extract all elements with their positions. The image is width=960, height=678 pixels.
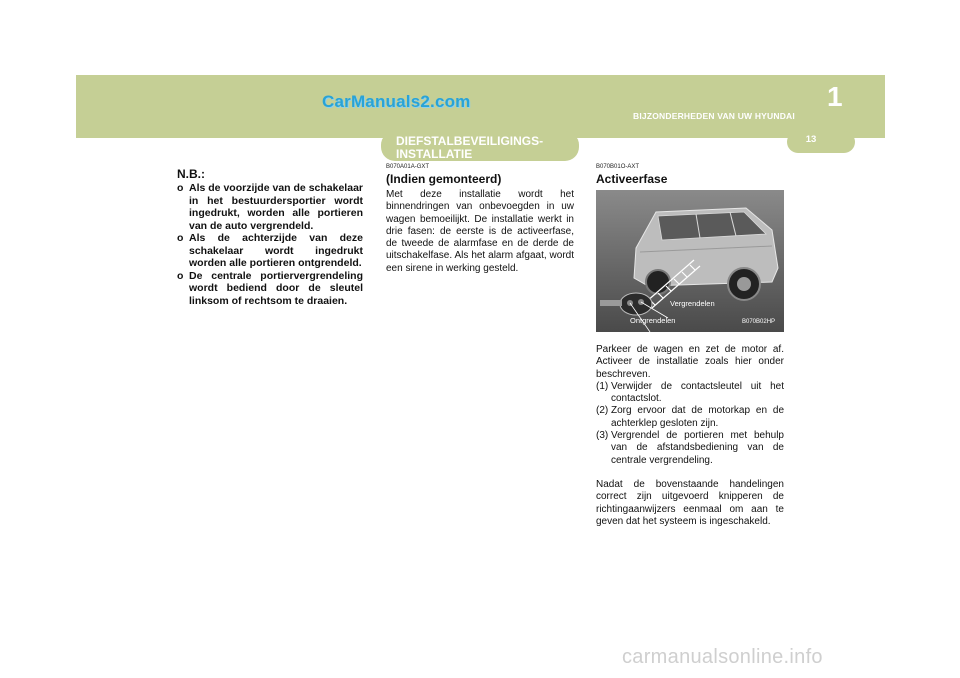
reference-code: B070A01A-GXT bbox=[386, 164, 430, 170]
chapter-number: 1 bbox=[827, 81, 843, 112]
bullet: o bbox=[177, 232, 184, 244]
reference-code: B070B01O-AXT bbox=[596, 164, 640, 170]
step-number: (1) bbox=[596, 380, 609, 392]
note-text: Als de voorzijde van de schakelaar in het bestuurdersportier wordt ingedrukt, worden alle portieren van de auto vergrendeld. bbox=[189, 182, 363, 232]
header-band bbox=[76, 75, 885, 138]
note-text: De centrale portiervergrendeling wordt bediend door de sleutel linksom of rechtsom te draaien. bbox=[189, 269, 363, 307]
unlock-label: Ontgrendelen bbox=[630, 316, 676, 325]
list-item bbox=[596, 430, 784, 467]
section-title: DIEFSTALBEVEILIGINGS- INSTALLATIE bbox=[396, 134, 544, 161]
note-list bbox=[177, 182, 363, 307]
chapter-title: BIJZONDERHEDEN VAN UW HYUNDAI bbox=[633, 111, 795, 121]
note-text: Als de achterzijde van deze schakelaar wordt ingedrukt worden alle portieren ontgrendeld. bbox=[189, 232, 363, 269]
note-label: N.B.: bbox=[177, 167, 205, 181]
bullet: o bbox=[177, 182, 184, 194]
activation-intro: Parkeer de wagen en zet de motor af. Activeer de installatie zoals hier onder beschreven. bbox=[596, 344, 784, 380]
list-item bbox=[177, 182, 363, 232]
bullet: o bbox=[177, 269, 184, 282]
note-column bbox=[177, 167, 363, 307]
intro-paragraph: Met deze installatie wordt het binnendringen van onbevoegden in uw wagen bemoeilijkt. De installatie werkt in drie fasen: de eerste is de activeerfase, de tweede de alarmfase en de derde de uitschakelfase. Als het alarm afgaat, wordt een sirene in werking gesteld. bbox=[386, 189, 574, 274]
site-logo[interactable]: CarManuals2.com bbox=[322, 92, 471, 111]
list-item bbox=[177, 232, 363, 270]
list-item bbox=[177, 270, 363, 308]
intro-column bbox=[386, 164, 574, 275]
lock-label: Vergrendelen bbox=[670, 299, 715, 308]
step-number: (2) bbox=[596, 405, 609, 417]
figure-code: B070B02HP bbox=[742, 319, 776, 325]
step-text: Verwijder de contactsleutel uit het contactslot. bbox=[611, 380, 784, 405]
suv-illustration bbox=[596, 190, 784, 332]
list-item bbox=[596, 405, 784, 430]
vehicle-key-illustration bbox=[596, 190, 784, 332]
step-text: Zorg ervoor dat de motorkap en de achterklep gesloten zijn. bbox=[611, 405, 784, 429]
section-heading: (Indien gemonteerd) bbox=[386, 172, 502, 186]
step-text: Vergrendel de portieren met behulp van de afstandsbediening van de centrale vergrendeling. bbox=[611, 430, 784, 466]
section-heading: Activeerfase bbox=[596, 172, 668, 186]
page-number: 13 bbox=[805, 134, 817, 145]
step-number: (3) bbox=[596, 430, 609, 442]
site-watermark: carmanualsonline.info bbox=[622, 646, 823, 668]
activation-steps bbox=[596, 381, 784, 467]
activation-column bbox=[596, 164, 784, 528]
activation-closing: Nadat de bovenstaande handelingen correct zijn uitgevoerd knipperen de richtingaanwijzers eenmaal om aan te geven dat het systeem is ingeschakeld. bbox=[596, 478, 784, 527]
list-item bbox=[596, 381, 784, 406]
